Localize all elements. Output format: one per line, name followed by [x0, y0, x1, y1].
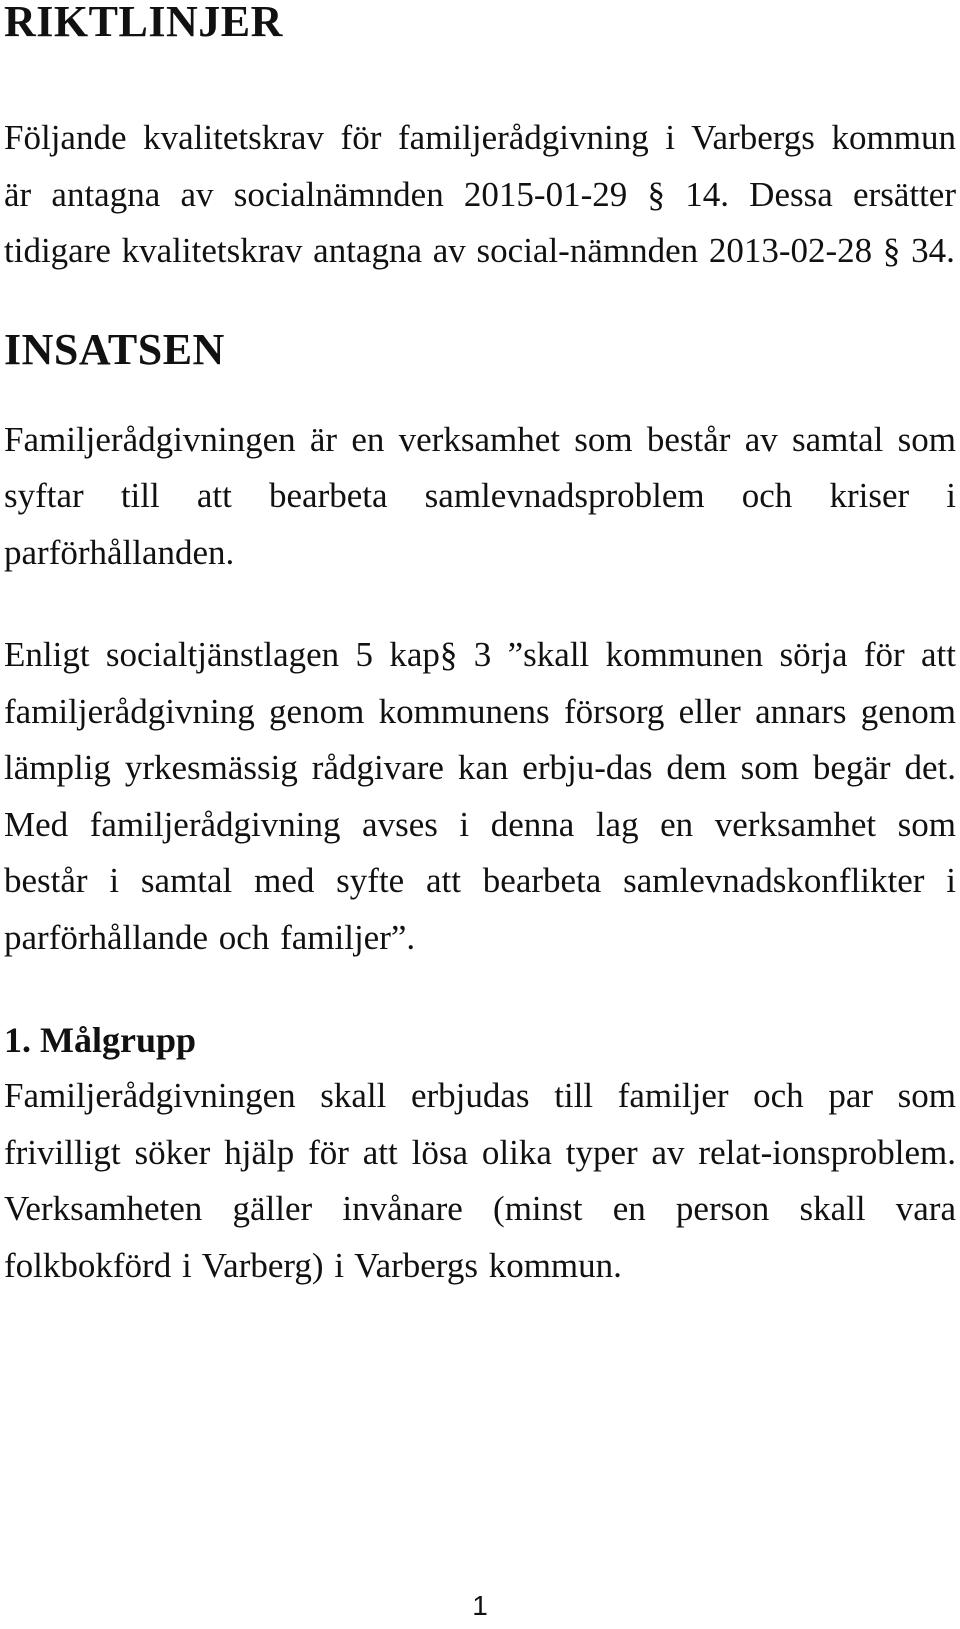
heading-insatsen: INSATSEN	[4, 324, 225, 374]
paragraph-socialtjanstlagen: Enligt socialtjänstlagen 5 kap§ 3 ”skall kommunen sörja för att familjerådgivning genom kommunens försorg eller annars genom lämplig yrkesmässig rådgivare kan erbju-das dem som begär det. Med familjerådgivning avses i denna lag en verksamhet som består i samtal med syfte att bearbeta samlevnadskonflikter i parförhållande och familjer”.	[4, 635, 956, 957]
heading-riktlinjer: RIKTLINJER	[4, 0, 283, 46]
paragraph-malgrupp: Familjerådgivningen skall erbjudas till familjer och par som frivilligt söker hjälp för att lösa olika typer av relat-ionsproblem. Verksamheten gäller invånare (minst en person skall vara folkbokförd i Varberg) i Varbergs kommun.	[4, 1076, 956, 1285]
section-title-malgrupp: 1. Målgrupp	[4, 1020, 197, 1060]
document-content	[4, 0, 956, 1294]
paragraph-intro: Följande kvalitetskrav för familjerådgivning i Varbergs kommun är antagna av socialnämnden 2015-01-29 § 14. Dessa ersätter tidigare kvalitetskrav antagna av social-nämnden 2013-02-28 § 34.	[4, 118, 956, 270]
paragraph-insatsen: Familjerådgivningen är en verksamhet som består av samtal som syftar till att bearbeta samlevnadsproblem och kriser i parförhållanden.	[4, 419, 956, 572]
page-number: 1	[472, 1590, 488, 1621]
